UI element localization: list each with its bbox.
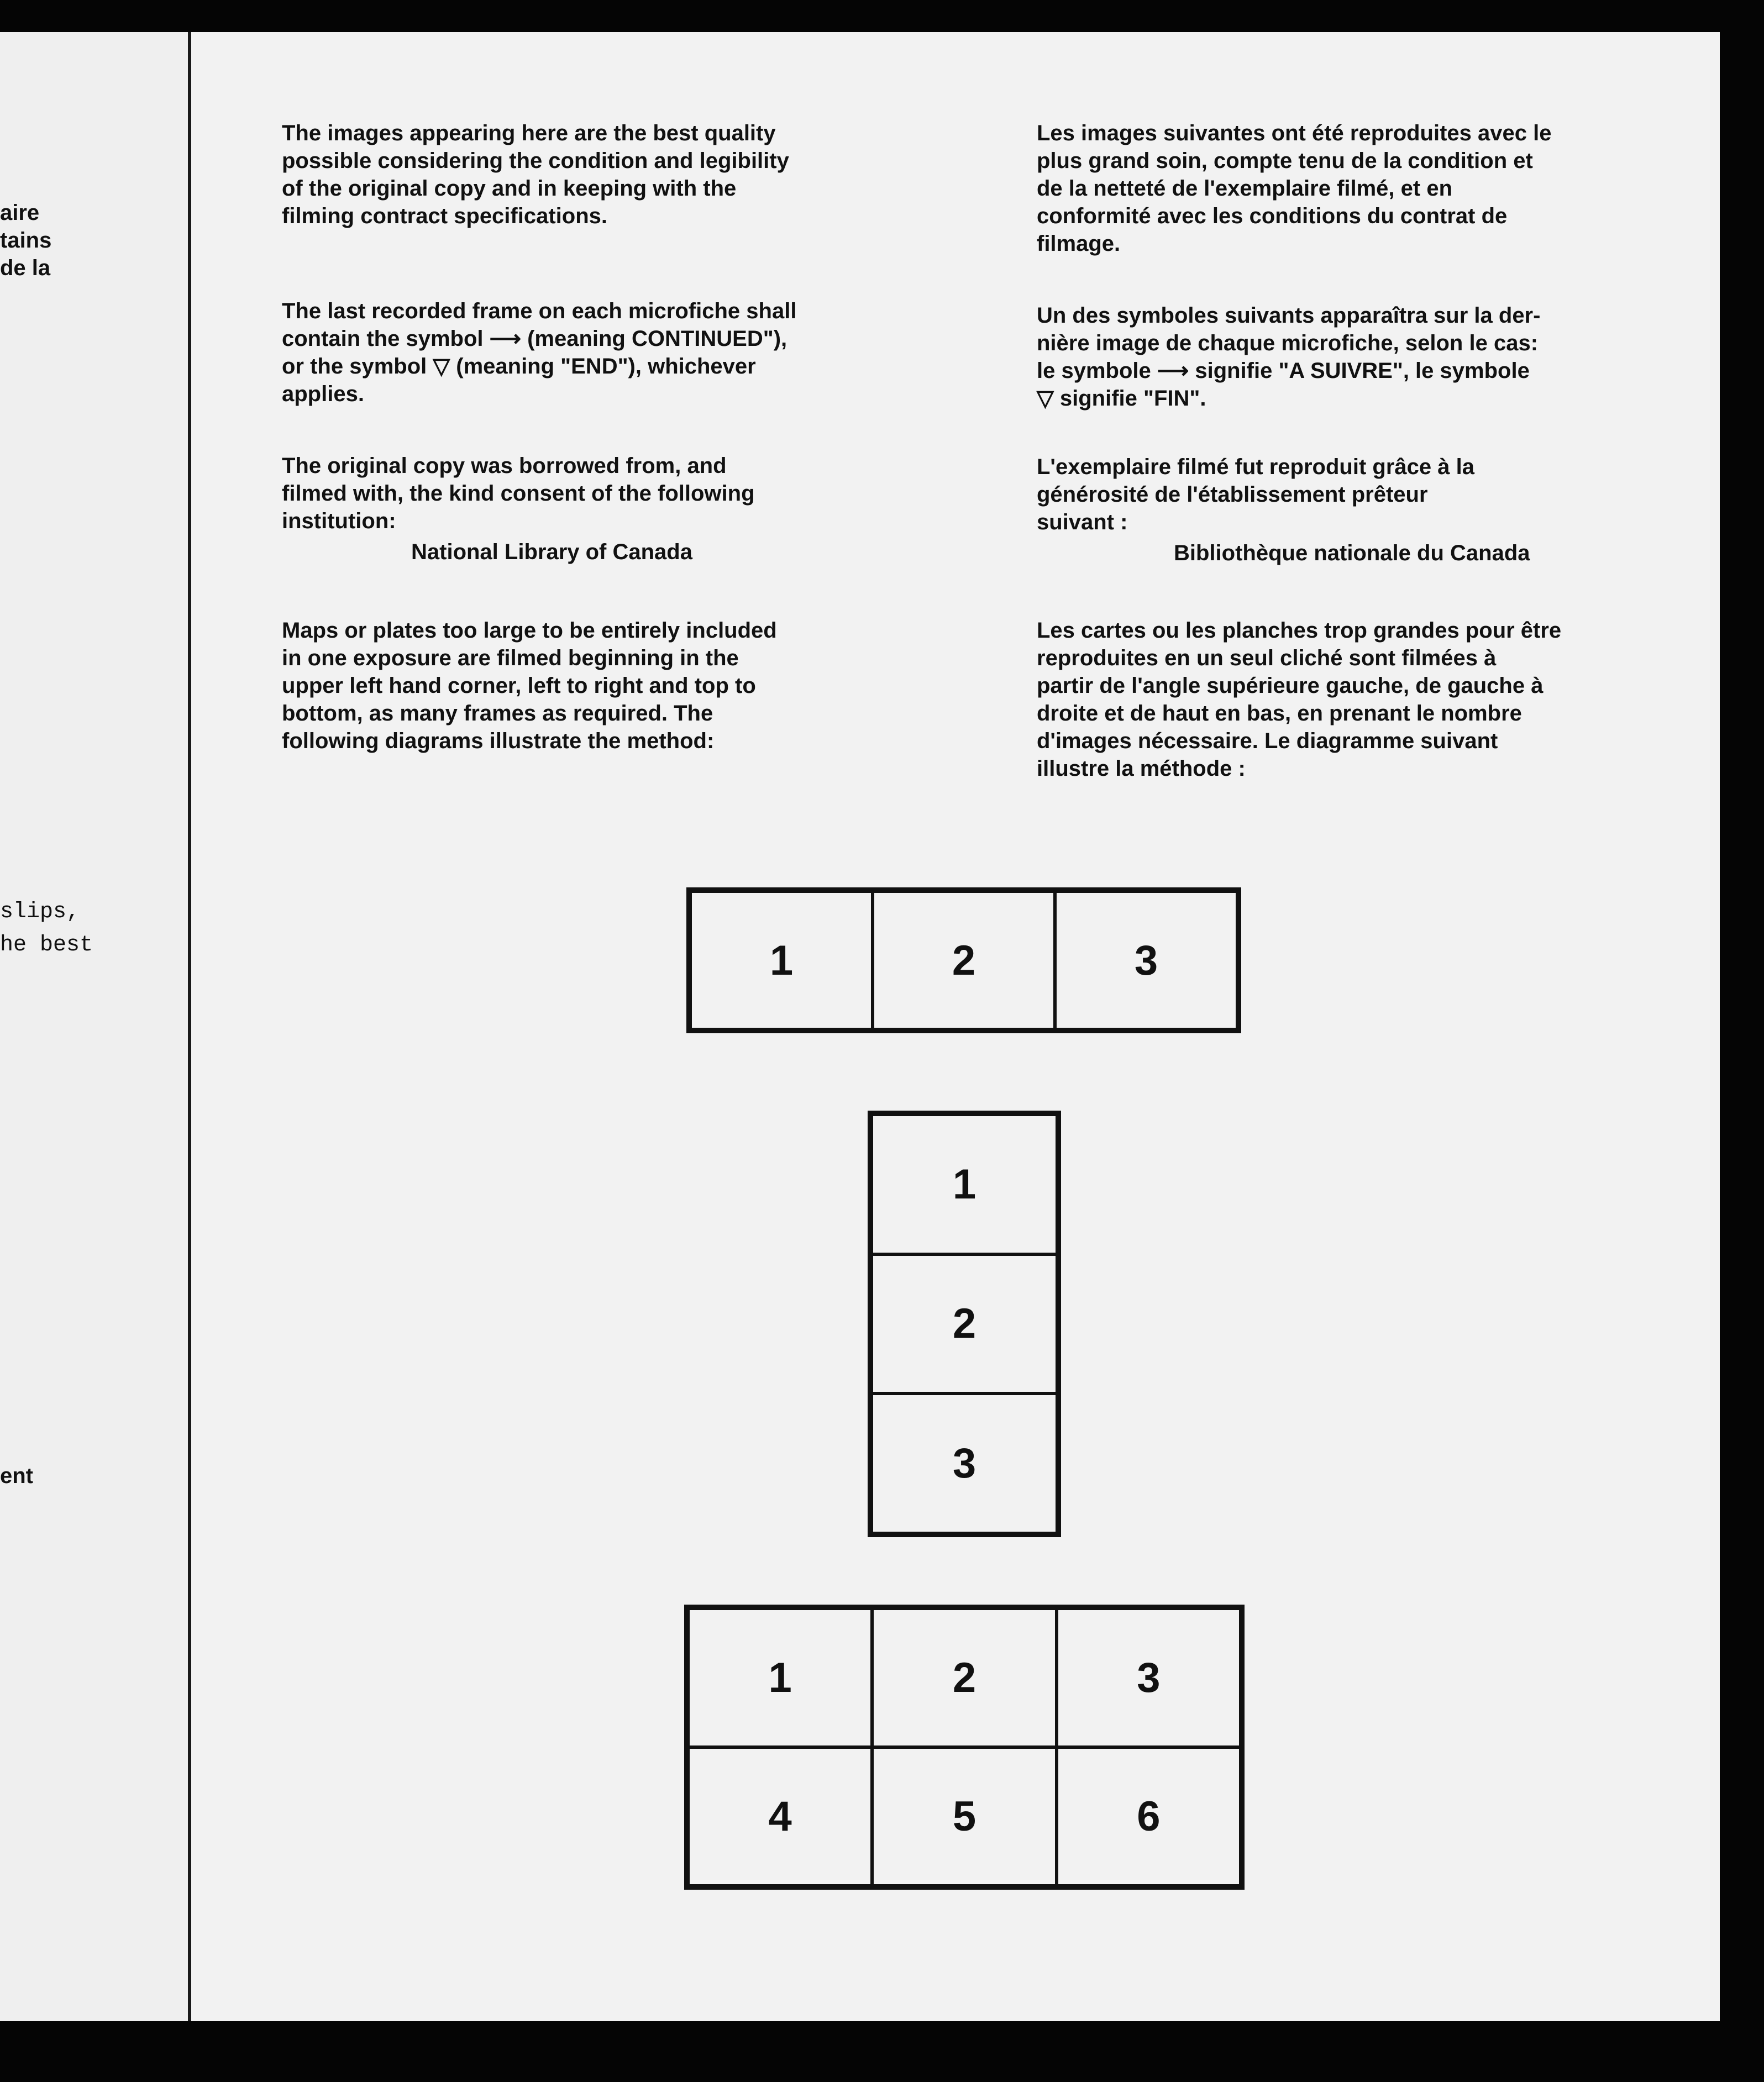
fragment-he-best: he best	[0, 933, 93, 958]
diagram-grid-cell: 3	[1057, 1608, 1241, 1747]
french-institution-name: Bibliothèque nationale du Canada	[1174, 541, 1530, 565]
french-symbol-paragraph: Un des symboles suivants apparaîtra sur la der- nière image de chaque microfiche, selon le cas: le symbole ⟶ signifie "A SUIVRE", le symbole ▽ signifie "FIN".	[1037, 303, 1541, 411]
french-column	[1037, 119, 1661, 257]
fragment-de-la: de la	[0, 256, 51, 280]
french-symbol-block	[1037, 302, 1661, 412]
french-institution-block	[1037, 453, 1661, 567]
diagram-column-cell: 1	[872, 1114, 1057, 1254]
english-institution-name: National Library of Canada	[411, 540, 692, 564]
diagram-grid	[684, 1605, 1245, 1890]
french-maps-block	[1037, 617, 1661, 782]
diagram-row-cell: 2	[873, 891, 1055, 1029]
fragment-aire: aire	[0, 201, 40, 225]
microfiche-page	[0, 32, 1720, 2021]
diagram-row-cell: 3	[1055, 891, 1237, 1029]
english-symbol-paragraph: The last recorded frame on each microfiche shall contain the symbol ⟶ (meaning CONTINUED"), or the symbol ▽ (meaning "END"), whichever applies.	[282, 299, 797, 406]
diagram-row-cell: 1	[690, 891, 873, 1029]
fragment-tains: tains	[0, 228, 52, 253]
french-quality-paragraph: Les images suivantes ont été reproduites avec le plus grand soin, compte tenu de la condition et de la netteté de l'exemplaire filmé, et en conformité avec les conditions du contrat de filmage.	[1037, 121, 1552, 256]
english-maps-block	[282, 617, 906, 755]
english-maps-paragraph: Maps or plates too large to be entirely included in one exposure are filmed beginning in the upper left hand corner, left to right and top to bottom, as many frames as required. The following diagrams illustrate the method:	[282, 618, 777, 753]
english-symbol-block	[282, 297, 906, 408]
diagram-column-cell: 2	[872, 1254, 1057, 1394]
french-consent-paragraph: L'exemplaire filmé fut reproduit grâce à la générosité de l'établissement prêteur suivant :	[1037, 455, 1474, 534]
french-maps-paragraph: Les cartes ou les planches trop grandes pour être reproduites en un seul cliché sont filmées à partir de l'angle supérieure gauche, de gauche à droite et de haut en bas, en prenant le nombre d'images nécessaire. Le diagramme suivant illustre la méthode :	[1037, 618, 1562, 781]
diagram-row	[686, 887, 1241, 1033]
diagram-column	[868, 1111, 1061, 1537]
fragment-ent: ent	[0, 1464, 33, 1488]
diagram-grid-cell: 5	[872, 1747, 1056, 1886]
diagram-column-cell: 3	[872, 1394, 1057, 1533]
diagram-grid-cell: 1	[688, 1608, 872, 1747]
english-column	[282, 119, 906, 230]
diagram-grid-cell: 2	[872, 1608, 1056, 1747]
diagram-grid-cell: 6	[1057, 1747, 1241, 1886]
english-consent-paragraph: The original copy was borrowed from, and filmed with, the kind consent of the following institution:	[282, 454, 755, 533]
previous-page-strip	[0, 32, 191, 2021]
diagram-grid-cell: 4	[688, 1747, 872, 1886]
english-institution-block	[282, 452, 906, 566]
fragment-slips: slips,	[0, 900, 80, 924]
english-quality-paragraph: The images appearing here are the best quality possible considering the condition and legibility of the original copy and in keeping with the filming contract specifications.	[282, 121, 789, 228]
